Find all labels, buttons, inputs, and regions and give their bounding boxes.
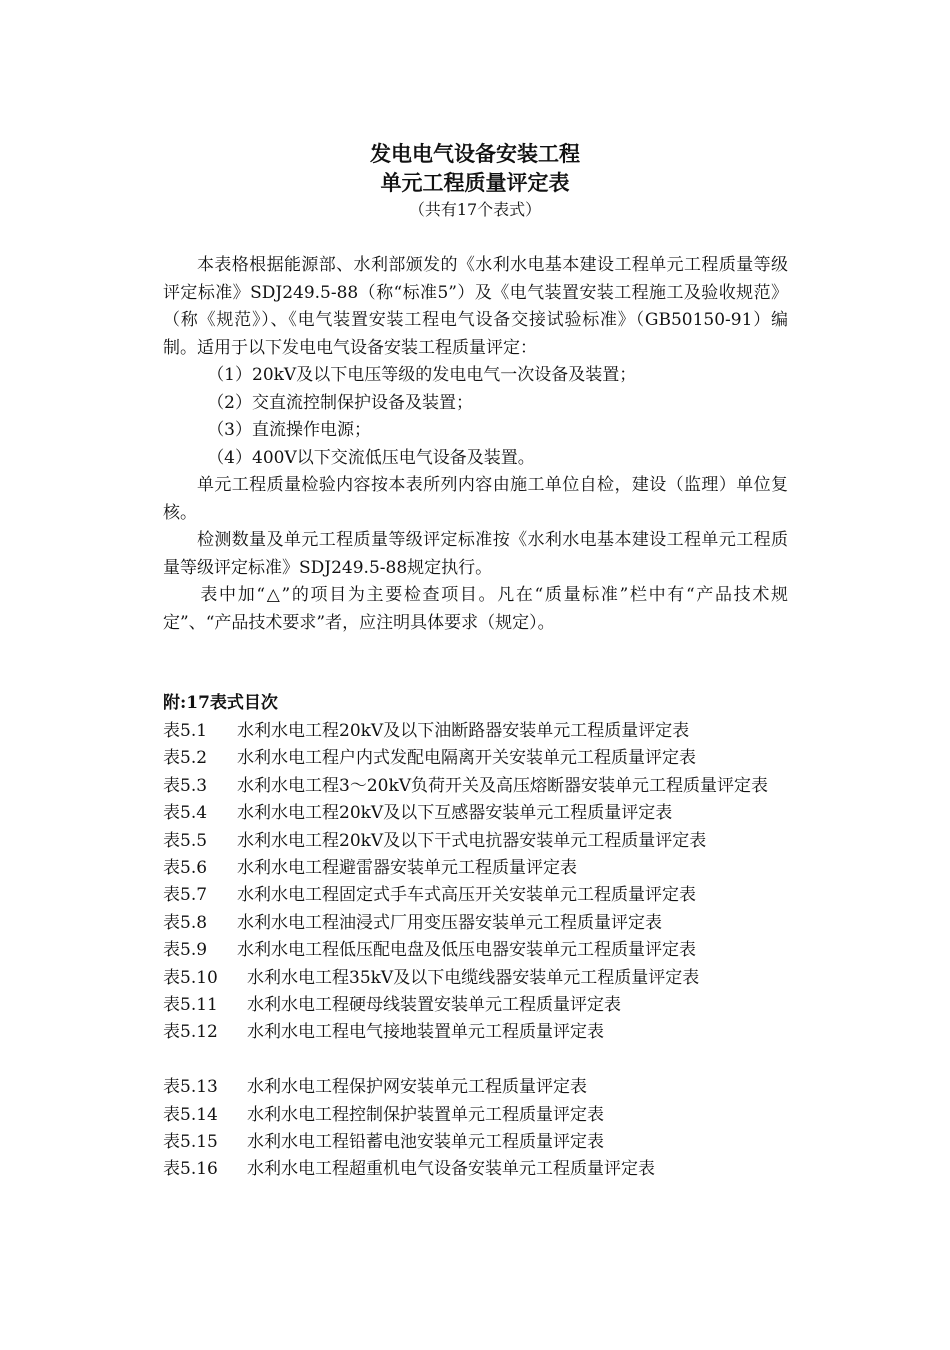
toc-entry-title: 水利水电工程低压配电盘及低压电器安装单元工程质量评定表	[237, 940, 696, 961]
toc-entry	[163, 882, 803, 909]
toc-entry-number: 表5.3	[163, 775, 208, 796]
standard-paragraph: 检测数量及单元工程质量等级评定标准按《水利水电基本建设工程单元工程质量等级评定标准》SDJ249.5-88规定执行。	[163, 530, 788, 578]
toc-entry-title: 水利水电工程20kV及以下油断路器安装单元工程质量评定表	[237, 721, 690, 741]
scope-item-2: （2）交直流控制保护设备及装置；	[207, 392, 474, 413]
toc-entry-title: 水利水电工程固定式手车式高压开关安装单元工程质量评定表	[237, 885, 696, 906]
toc-entry-title: 水利水电工程保护网安装单元工程质量评定表	[247, 1077, 587, 1098]
note-paragraph: 表中加“△”的项目为主要检查项目。凡在“质量标准”栏中有“产品技术规定”、“产品技术要求”者，应注明具体要求（规定）。	[163, 585, 788, 633]
toc-entry-number: 表5.12	[163, 1022, 218, 1043]
toc-entry-number: 表5.6	[163, 858, 208, 879]
toc-entry-number: 表5.9	[163, 940, 208, 961]
scope-item-3: （3）直流操作电源；	[207, 420, 372, 440]
toc-entry-title: 水利水电工程油浸式厂用变压器安装单元工程质量评定表	[237, 912, 662, 933]
toc-entry-number: 表5.16	[163, 1159, 218, 1180]
toc-entry-number: 表5.13	[163, 1077, 218, 1098]
toc-entry-title: 水利水电工程避雷器安装单元工程质量评定表	[237, 858, 577, 879]
doc-title-line1: 发电电气设备安装工程	[370, 141, 580, 166]
toc-entry-number: 表5.1	[163, 721, 208, 741]
doc-subtitle: （共有17个表式）	[408, 200, 542, 219]
toc-entry-title: 水利水电工程硬母线装置安装单元工程质量评定表	[247, 995, 621, 1016]
toc-entry-number: 表5.14	[163, 1104, 218, 1125]
scope-item-4: （4）400V以下交流低压电气设备及装置。	[207, 447, 535, 468]
toc-entry	[163, 800, 803, 827]
toc-entry-number: 表5.7	[163, 885, 208, 906]
toc-entry	[163, 773, 803, 800]
toc-entry	[163, 828, 803, 855]
toc-entry-title: 水利水电工程超重机电气设备安装单元工程质量评定表	[247, 1159, 655, 1180]
toc-entry	[163, 718, 803, 745]
toc-entry	[163, 855, 803, 882]
toc-entry-title: 水利水电工程电气接地装置单元工程质量评定表	[247, 1022, 604, 1043]
toc-spacer	[163, 1047, 803, 1074]
toc-entry	[163, 965, 803, 992]
doc-body	[163, 252, 788, 637]
toc-entry-title: 水利水电工程3～20kV负荷开关及高压熔断器安装单元工程质量评定表	[237, 775, 769, 796]
doc-title-line2: 单元工程质量评定表	[380, 170, 570, 195]
toc-entry-title: 水利水电工程20kV及以下干式电抗器安装单元工程质量评定表	[237, 830, 707, 851]
toc-list	[163, 718, 803, 1184]
inspection-paragraph: 单元工程质量检验内容按本表所列内容由施工单位自检，建设（监理）单位复核。	[163, 475, 788, 523]
toc-entry-number: 表5.15	[163, 1132, 218, 1153]
toc-entry-number: 表5.8	[163, 912, 208, 933]
toc-entry-number: 表5.10	[163, 967, 218, 988]
toc-entry-number: 表5.11	[163, 995, 218, 1016]
toc-entry-number: 表5.5	[163, 830, 208, 851]
intro-paragraph: 本表格根据能源部、水利部颁发的《水利水电基本建设工程单元工程质量等级评定标准》SDJ249.5-88（称“标准5”）及《电气装置安装工程施工及验收规范》（称《规范》）、《电气装置安装工程电气设备交接试验标准》（GB50150-91）编制。适用于以下发电电气设备安装工程质量评定：	[163, 255, 788, 358]
toc-entry	[163, 992, 803, 1019]
toc-entry	[163, 937, 803, 964]
toc-entry	[163, 1129, 803, 1156]
toc-entry	[163, 910, 803, 937]
toc-entry-title: 水利水电工程户内式发配电隔离开关安装单元工程质量评定表	[237, 748, 696, 769]
toc-entry	[163, 1019, 803, 1046]
toc-entry-title: 水利水电工程铅蓄电池安装单元工程质量评定表	[247, 1132, 604, 1153]
toc-entry-title: 水利水电工程控制保护装置单元工程质量评定表	[247, 1104, 604, 1125]
toc-entry	[163, 1102, 803, 1129]
toc-entry	[163, 1156, 803, 1183]
toc-entry-number: 表5.4	[163, 803, 208, 824]
toc-entry-title: 水利水电工程20kV及以下互感器安装单元工程质量评定表	[237, 803, 673, 824]
toc-entry-number: 表5.2	[163, 748, 208, 769]
scope-item-1: （1）20kV及以下电压等级的发电电气一次设备及装置；	[207, 365, 637, 385]
toc-entry	[163, 1074, 803, 1101]
toc-heading: 附:17表式目次	[163, 693, 278, 713]
toc-entry-title: 水利水电工程35kV及以下电缆线器安装单元工程质量评定表	[247, 967, 700, 988]
toc-entry	[163, 745, 803, 772]
